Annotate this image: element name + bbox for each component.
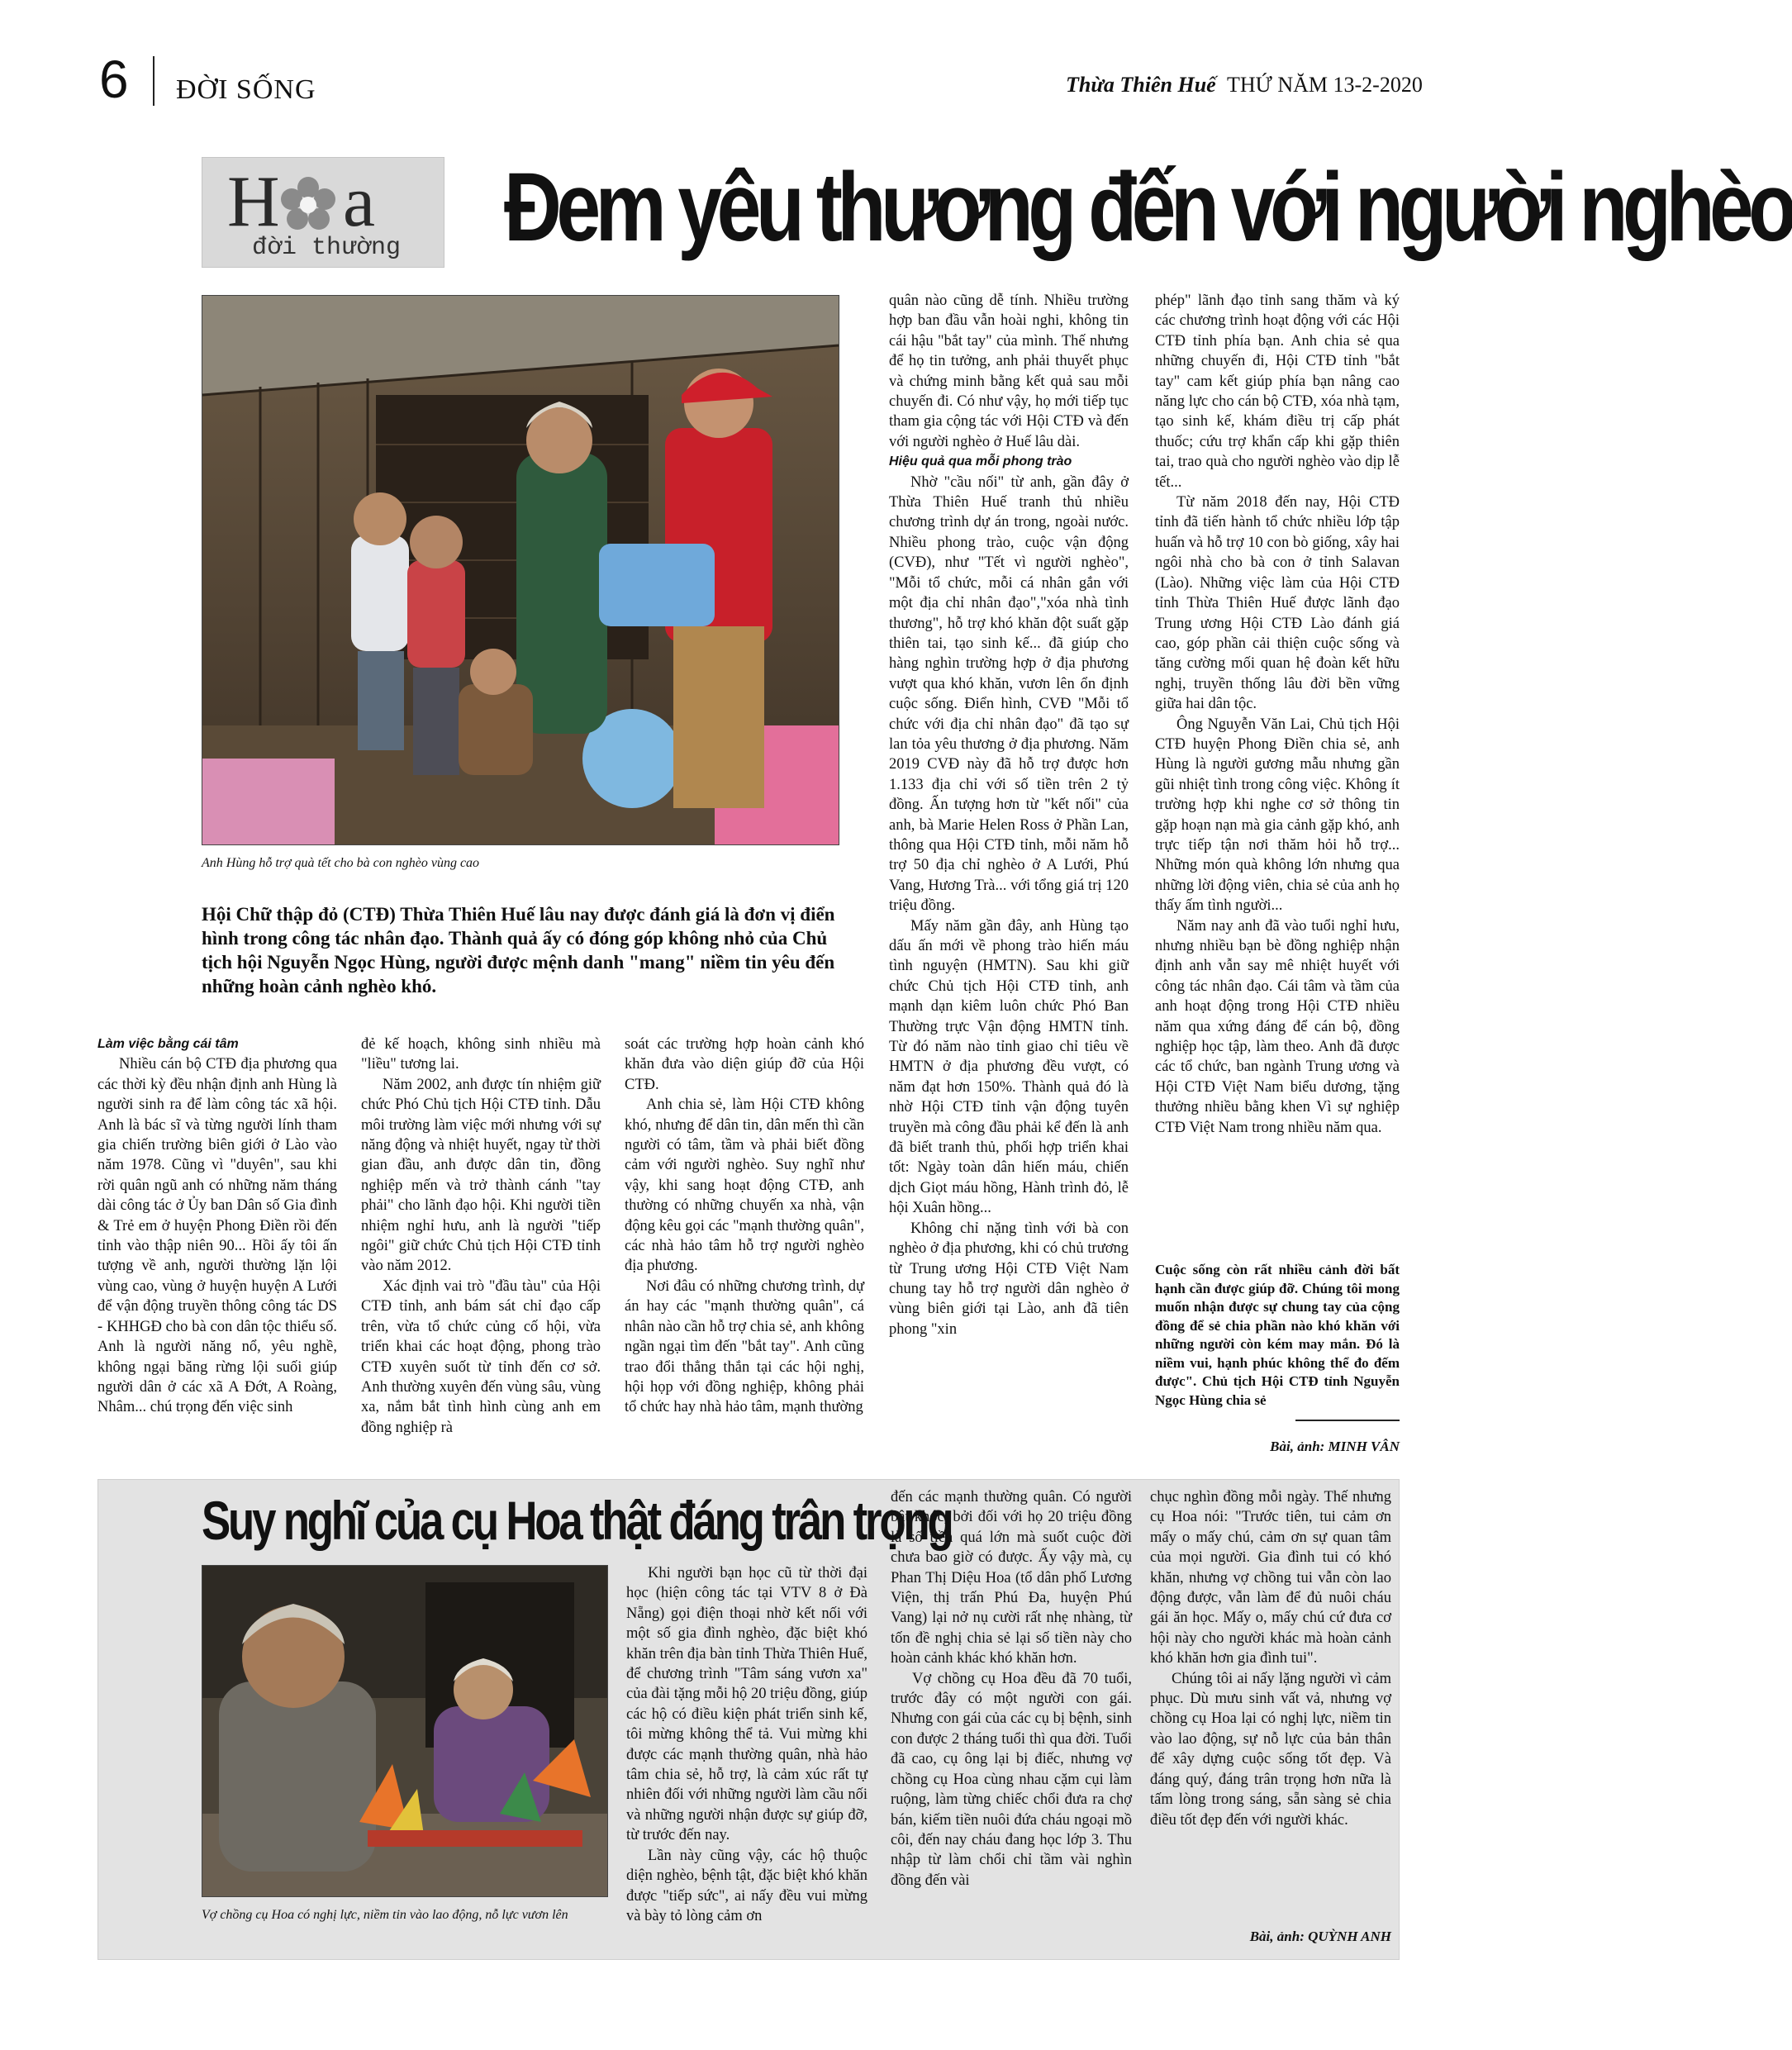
paragraph: Năm nay anh đã vào tuổi nghỉ hưu, nhưng nhiều bạn bè đồng nghiệp nhận định anh vẫn say mê nhiệt huyết với công tác nhân đạo. Cái tâm và tầm của anh hoạt động trong Hội CTĐ nhiều năm qua xứng đáng để cán bộ, đồng nghiệp học tập, làm theo. Anh đã được các tổ chức, ban ngành Trung ương và Hội CTĐ Việt Nam biểu dương, tặng thưởng nhiều bằng khen Vì sự nghiệp CTĐ Việt Nam trong nhiều năm qua. — [1155, 917, 1400, 1136]
subheading: Hiệu quả qua mỗi phong trào — [889, 454, 1072, 469]
article-headline: Đem yêu thương đến với người nghèo — [504, 153, 1792, 262]
paragraph: Mấy năm gần đây, anh Hùng tạo dấu ấn mới về phong trào hiến máu tình nguyện (HMTN). Sau khi giữ chức Chủ tịch Hội CTĐ tỉnh, anh mạnh dạn kiêm luôn chức Phó Ban Thường trực Vận động HMTN tỉnh. Từ đó năm nào tỉnh giao chỉ tiêu về HMTN ở địa phương đều vượt, có năm đạt hơn 150%. Thành quả đó là nhờ Hội CTĐ tỉnh vận động tuyên truyền mà công đầu phải kể đến là anh đã biết tranh thủ, phối hợp triển khai tốt: Ngày toàn dân hiến máu, chiến dịch Giọt máu hồng, Hành trình đỏ, lễ hội Xuân hồng... — [889, 917, 1129, 1217]
feature-photo-caption: Vợ chồng cụ Hoa có nghị lực, niềm tin vào lao động, nỗ lực vươn lên — [202, 1908, 568, 1922]
issue-date: THỨ NĂM 13-2-2020 — [1227, 73, 1423, 97]
article-column-5 — [1155, 291, 1400, 1138]
paragraph: Năm 2002, anh được tín nhiệm giữ chức Phó Chủ tịch Hội CTĐ tỉnh. Dẫu môi trường làm việc mới nhưng với sự năng động và nhiệt huyết, ngay từ thời gian đầu, anh được dân tin, đồng nghiệp mến và trở thành cánh "tay phải" cho lãnh đạo hội. Khi người tiền nhiệm nghỉ hưu, anh là người "tiếp ngôi" giữ chức Chủ tịch Hội CTĐ tỉnh vào năm 2012. — [361, 1076, 601, 1275]
paragraph: Vợ chồng cụ Hoa đều đã 70 tuổi, trước đây có một người con gái. Nhưng con gái của các cụ bị bệnh, sinh con được 2 tháng tuổi thì qua đời. Tuổi đã cao, cụ ông lại bị điếc, nhưng vợ chồng cụ Hoa cùng nhau cặm cụi làm ruộng, làm từng chiếc chổi đưa ra chợ bán, kiếm tiền nuôi đứa cháu ngoại mồ côi, đến nay cháu đang học lớp 3. Thu nhập từ làm chổi chỉ tầm vài nghìn đồng đến vài — [891, 1670, 1132, 1889]
paragraph: Từ năm 2018 đến nay, Hội CTĐ tỉnh đã tiến hành tổ chức nhiều lớp tập huấn và hỗ trợ 10 con bò giống, xây hai ngôi nhà cho bà con ở tỉnh Salavan (Lào). Những việc làm của Hội CTĐ tỉnh Thừa Thiên Huế được lãnh đạo Trung ương Hội CTĐ Lào đánh giá cao, góp phần cải thiện cuộc sống và tăng cường mối quan hệ đoàn kết hữu nghị, truyền thống lâu đời bền vững giữa hai dân tộc. — [1155, 494, 1400, 713]
paragraph: chục nghìn đồng mỗi ngày. Thế nhưng cụ Hoa nói: "Trước tiên, tui cảm ơn mấy o mấy chú, cảm ơn sự quan tâm của mọi người. Gia đình tui có khó khăn, nhưng vợ chồng tui vẫn còn lao động được, vẫn làm để đủ nuôi cháu gái ăn học. Mấy o, mấy chú cứ đưa cơ hội này cho người khác mà hoàn cảnh khó khăn hơn gia đình tui". — [1150, 1489, 1391, 1667]
paragraph: soát các trường hợp hoàn cảnh khó khăn đưa vào diện giúp đỡ của Hội CTĐ. — [625, 1036, 864, 1093]
article-column-1 — [97, 1035, 337, 1418]
paragraph: Anh chia sẻ, làm Hội CTĐ không khó, nhưng để dân tin, dân mến thì cần người có tâm, tầm và phải biết đồng cảm với người nghèo. Suy nghĩ như vậy, khi sang hoạt động CTĐ, anh thường có những chuyến xa nhà, vận động kêu gọi các "mạnh thường quân", các nhà hảo tâm hỗ trợ người nghèo địa phương. — [625, 1096, 864, 1275]
article-column-3 — [625, 1035, 864, 1418]
logo-subtitle: đời thường — [252, 234, 402, 262]
page-number: 6 — [99, 50, 129, 109]
byline: Bài, ảnh: MINH VÂN — [1270, 1439, 1400, 1454]
paragraph: Chúng tôi ai nấy lặng người vì cảm phục. Dù mưu sinh vất vả, nhưng vợ chồng cụ Hoa lại có nghị lực, niềm tin vào lao động, sự nỗ lực của bản thân để xây dựng cuộc sống tốt đẹp. Và đáng quý, đáng trân trọng hơn nữa là tấm lòng trong sáng, sẵn sàng sẻ chia điều tốt đẹp đến với người khác. — [1150, 1670, 1391, 1829]
paragraph: Xác định vai trò "đầu tàu" của Hội CTĐ tỉnh, anh bám sát chỉ đạo cấp trên, vừa tổ chức củng cố hội, vừa triển khai các hoạt động, phong trào CTĐ xuyên suốt từ tỉnh đến cơ sở. Anh thường xuyên đến vùng sâu, vùng xa, nắm bắt tình hình cùng anh em đồng nghiệp rà — [361, 1277, 601, 1436]
feature-byline: Bài, ảnh: QUỲNH ANH — [1249, 1929, 1391, 1944]
column-logo — [202, 157, 444, 268]
article-column-2 — [361, 1035, 601, 1438]
article-lead: Hội Chữ thập đỏ (CTĐ) Thừa Thiên Huế lâu nay được đánh giá là đơn vị điển hình trong công tác nhân đạo. Thành quả ấy có đóng góp không nhỏ của Chủ tịch hội Nguyễn Ngọc Hùng, người được mệnh danh "mang" niềm tin yêu đến những hoàn cảnh nghèo khó. — [202, 904, 835, 996]
paragraph: Nhờ "cầu nối" từ anh, gần đây ở Thừa Thiên Huế tranh thủ nhiều chương trình dự án trong, ngoài nước. Nhiều phong trào, cuộc vận động (CVĐ), như "Tết vì người nghèo", "Mỗi tổ chức, mỗi cá nhân gắn với một địa chỉ nhân đạo","xóa nhà tình thương", hỗ trợ khó khăn đột suất gặp thiên tai, tạo sinh kế... đã giúp cho hàng nghìn trường hợp ở địa phương vượt qua khó khăn, vươn lên ổn định cuộc sống. Điển hình, CVĐ "Mỗi tổ chức với địa chỉ nhân đạo" đã tạo sự lan tỏa yêu thương ở địa phương. Năm 2019 CVĐ này đã hỗ trợ được hơn 1.133 địa chỉ với số tiền trên 2 tỷ đồng. Ấn tượng hơn từ "kết nối" của anh, bà Marie Helen Ross ở Phần Lan, thông qua Hội CTĐ tỉnh, mỗi năm hỗ trợ 50 địa chỉ nghèo ở A Lưới, Phú Vang, Hương Trà... với tổng giá trị 120 triệu đồng. — [889, 473, 1129, 915]
logo-letter-left: H — [227, 162, 280, 242]
paragraph: Lần này cũng vậy, các hộ thuộc diện nghèo, bệnh tật, đặc biệt khó khăn được "tiếp sức", ai nấy đều vui mừng và bày tỏ lòng cảm ơn — [626, 1847, 867, 1924]
article-photo — [202, 295, 839, 845]
paragraph: Nơi đâu có những chương trình, dự án hay các "mạnh thường quân", cá nhân nào cần hỗ trợ chia sẻ, anh không ngần ngại tìm đến "bắt tay". Anh cũng trao đổi thẳng thắn tại các hội nghị, hội họp với đồng nghiệp, không phải tổ chức hay nhà hảo tâm, mạnh thường — [625, 1277, 864, 1416]
feature-photo — [202, 1565, 608, 1897]
paragraph: phép" lãnh đạo tỉnh sang thăm và ký các chương trình hoạt động với các Hội CTĐ tỉnh phía bạn. Anh chia sẻ qua những chuyến đi, Hội CTĐ tỉnh "bắt tay" cam kết giúp phía bạn nâng cao năng lực cho cán bộ CTĐ, xóa nhà tạm, tạo sinh kế, khám điều trị cấp phát thuốc; cứu trợ khẩn cấp khi gặp thiên tai, trao quà cho người nghèo vào dịp lễ tết... — [1155, 293, 1400, 491]
paragraph: đẻ kế hoạch, không sinh nhiều mà "liều" tương lai. — [361, 1036, 601, 1073]
paragraph: đến các mạnh thường quân. Có người bật khóc, bởi đối với họ 20 triệu đồng là số tiền quá lớn mà suốt cuộc đời chưa bao giờ có được. Ấy vậy mà, cụ Phan Thị Diệu Hoa (tổ dân phố Lương Viện, thị trấn Phú Đa, huyện Phú Vang) lại nở nụ cười rất nhẹ nhàng, từ tốn đề nghị chia sẻ lại số tiền này cho hoàn cảnh khác khó khăn hơn. — [891, 1489, 1132, 1667]
feature-column-2 — [891, 1487, 1132, 1891]
paragraph: Nhiều cán bộ CTĐ địa phương qua các thời kỳ đều nhận định anh Hùng là người sinh ra để làm công tác xã hội. Anh là bác sĩ và từng người lính tham gia chiến trường biên giới ở Lào vào năm 1978. Cũng vì "duyên", sau khi rời quân ngũ anh có những năm tháng dài công tác ở Ủy ban Dân số Gia đình & Trẻ em ở huyện Phong Điền rồi đến tỉnh vào thập niên 90... Hồi ấy tôi ấn tượng về anh, người thường lặn lội vùng cao, vùng ở huyện huyện A Lưới để vận động truyền thông công tác DS - KHHGĐ cho bà con dân tộc thiểu số. Anh là người năng nổ, yêu nghề, không ngại băng rừng lội suối giúp người dân ở các xã A Đớt, A Roàng, Nhâm... chú trọng đến việc sinh — [97, 1056, 337, 1416]
subheading: Làm việc bằng cái tâm — [97, 1037, 239, 1051]
flower-icon — [279, 176, 337, 234]
logo-letter-right: a — [343, 162, 376, 242]
paragraph: Khi người bạn học cũ từ thời đại học (hiện công tác tại VTV 8 ở Đà Nẵng) gọi điện thoại nhờ kết nối với một số gia đình nghèo, đặc biệt khó khăn trên địa bàn tỉnh Thừa Thiên Huế, để chương trình "Tâm sáng vươn xa" của đài tặng mỗi hộ 20 triệu đồng, giúp các hộ có điều kiện phát triển sinh kế, tôi mừng không thể tả. Vui mừng khi được các mạnh thường quân, nhà hảo tâm chia sẻ, hỗ trợ, là cảm xúc rất tự nhiên đối với những người làm cầu nối và những người nhận được sự giúp đỡ, từ trước đến nay. — [626, 1565, 867, 1844]
paragraph: Không chỉ nặng tình với bà con nghèo ở địa phương, khi có chủ trương từ Trung ương Hội CTĐ Việt Nam chung tay hỗ trợ người dân nghèo ở vùng biên giới tại Lào, anh đã tiên phong "xin — [889, 1220, 1129, 1338]
divider — [1295, 1420, 1400, 1421]
header-divider — [153, 56, 154, 106]
pull-quote: Cuộc sống còn rất nhiều cảnh đời bất hạnh cần được giúp đỡ. Chúng tôi mong muốn nhận được sự chung tay của cộng đồng để sẻ chia phần nào khó khăn với những người còn kém may mắn. Đó là niềm vui, hạnh phúc không thể đo đếm được". Chủ tịch Hội CTĐ tỉnh Nguyễn Ngọc Hùng chia sẻ — [1155, 1262, 1400, 1408]
section-title: ĐỜI SỐNG — [176, 74, 316, 105]
feature-column-3 — [1150, 1487, 1391, 1830]
photo-caption: Anh Hùng hỗ trợ quà tết cho bà con nghèo vùng cao — [202, 856, 480, 870]
newspaper-name: Thừa Thiên Huế — [1066, 73, 1216, 97]
article-column-4 — [889, 291, 1129, 1339]
paragraph: Ông Nguyễn Văn Lai, Chủ tịch Hội CTĐ huyện Phong Điền chia sẻ, anh Hùng là người gương mẫu nhưng gần gũi nhiệt tình trong công việc. Không ít trường hợp khi nghe cơ sở thông tin gặp hoạn nạn mà gia cảnh gặp khó, anh trực tiếp tận nơi thăm hỏi hỗ trợ... Những món quà không lớn nhưng qua những lời động viên, chia sẻ của anh họ thấy ấm tình người... — [1155, 716, 1400, 915]
feature-column-1 — [626, 1563, 867, 1926]
paragraph: quân nào cũng dễ tính. Nhiều trường hợp ban đầu vẫn hoài nghi, không tin cái hậu "bắt tay" của mình. Thế nhưng để họ tin tưởng, anh phải thuyết phục và chứng minh bằng kết quả sau mỗi chuyến đi. Có như vậy, họ mới tiếp tục tham gia cộng tác với Hội CTĐ và đến với người nghèo ở Huế lâu dài. — [889, 293, 1129, 450]
feature-headline: Suy nghĩ của cụ Hoa thật đáng trân trọng — [202, 1490, 952, 1551]
